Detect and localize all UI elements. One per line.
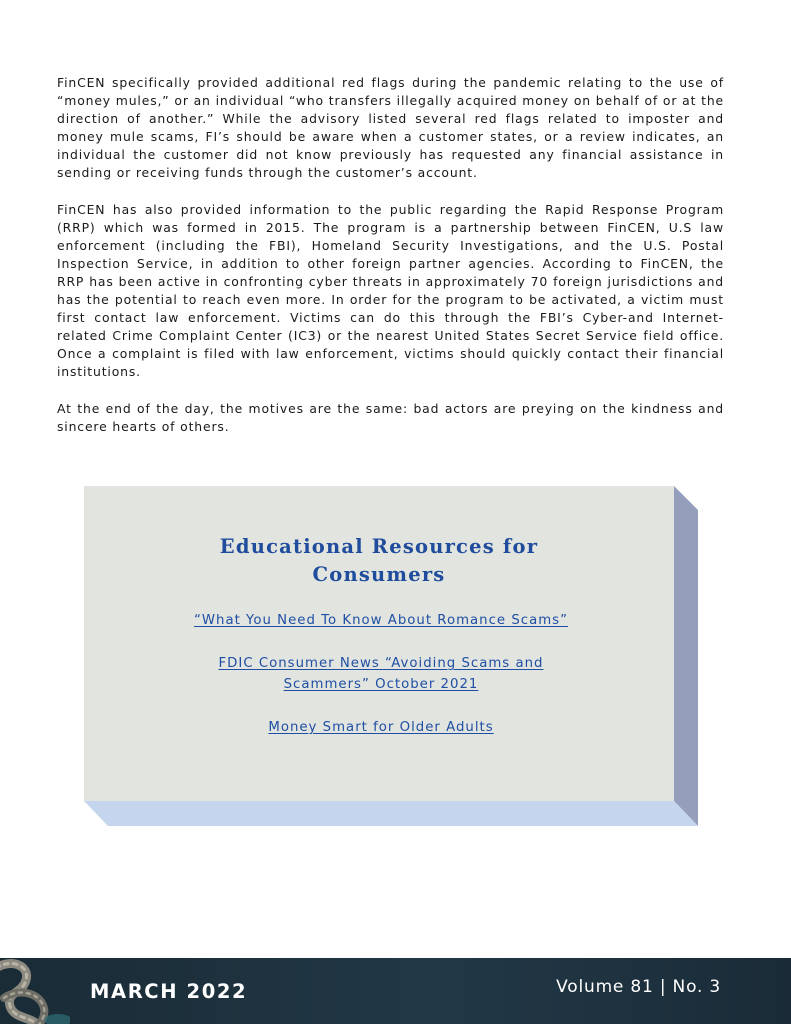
resources-title-line2: Consumers [312,563,446,586]
paragraph-money-mules: FinCEN specifically provided additional red flags during the pandemic relating to the use of “money mules,” or an individual “who transfers illegally acquired money on behalf of or at the direction of another.” While the advisory listed several red flags related to imposter and money mule scams, FI’s should be aware when a customer states, or a review indicates, an individual the customer did not know previously has requested any financial assistance in sending or receiving funds through the customer’s account. [57,75,724,181]
link-romance-scams[interactable]: “What You Need To Know About Romance Scams” [193,613,568,628]
issue-date: MARCH 2022 [90,980,248,1003]
paragraph-rapid-response-program: FinCEN has also provided information to the public regarding the Rapid Response Program (RRP) which was formed in 2015. The program is a partnership between FinCEN, U.S law enforcement (including the FBI), Homeland Security Investigations, and the U.S. Postal Inspection Service, in addition to other foreign partner agencies. According to FinCEN, the RRP has been active in confronting cyber threats in approximately 70 foreign jurisdictions and has the potential to reach even more. In order for the program to be activated, a victim must first contact law enforcement. Victims can do this through the FBI’s Cyber-and Internet-related Crime Complaint Center (IC3) or the nearest United States Secret Service field office. Once a complaint is filed with law enforcement, victims should quickly contact their financial institutions. [57,201,724,380]
rope-knot-image [0,958,70,1024]
article-body [57,74,724,454]
issue-volume: Volume 81 | No. 3 [556,977,721,997]
resources-box [84,486,698,826]
resources-box-bottom-shadow [84,801,698,826]
resources-title-line1: Educational Resources for [219,535,539,558]
resources-box-face [84,486,674,801]
page-footer [0,958,791,1024]
resources-title [84,533,674,589]
link-fdic-consumer-news[interactable]: FDIC Consumer News “Avoiding Scams and Scammers” October 2021 [218,656,544,692]
paragraph-conclusion: At the end of the day, the motives are the same: bad actors are preying on the kindness and sincere hearts of others. [57,400,724,434]
link-money-smart-older-adults[interactable]: Money Smart for Older Adults [268,720,494,735]
resources-link-list [84,610,678,760]
